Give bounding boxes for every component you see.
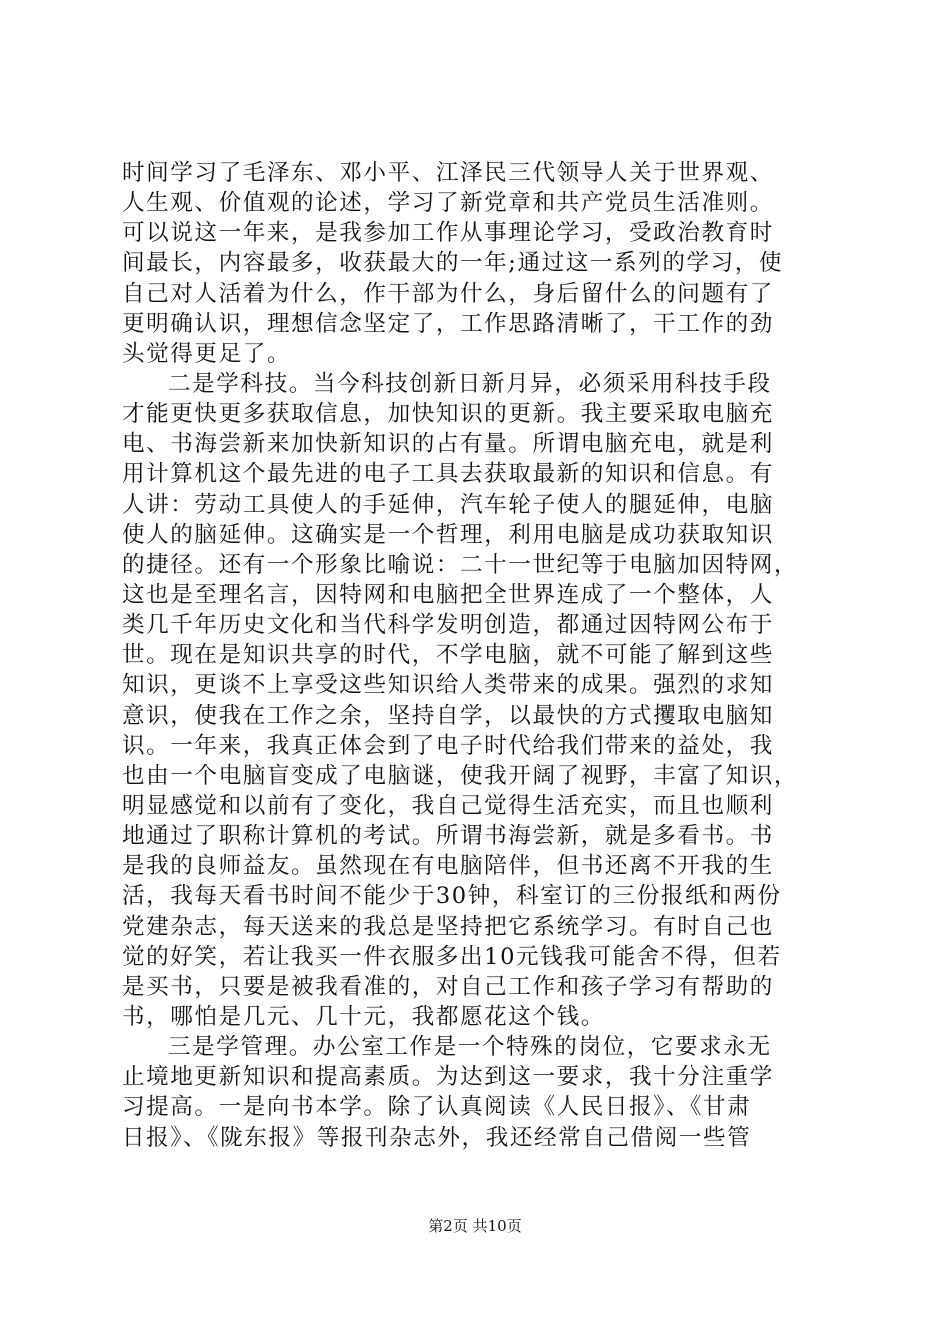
text-line: 使人的脑延伸。这确实是一个哲理，利用电脑是成功获取知识	[122, 521, 774, 548]
text-line: 也由一个电脑盲变成了电脑谜，使我开阔了视野，丰富了知识，	[122, 762, 799, 789]
text-line: 的捷径。还有一个形象比喻说：二十一世纪等于电脑加因特网，	[122, 551, 799, 578]
text-line: 二是学科技。当今科技创新日新月异，必须采用科技手段	[168, 370, 772, 397]
text-line: 类几千年历史文化和当代科学发明创造，都通过因特网公布于	[122, 612, 774, 639]
text-line: 电、书海尝新来加快新知识的占有量。所谓电脑充电，就是利	[122, 431, 774, 458]
text-line: 明显感觉和以前有了变化，我自己觉得生活充实，而且也顺利	[122, 792, 774, 819]
page-footer	[0, 1216, 950, 1236]
text-line: 才能更快更多获取信息，加快知识的更新。我主要采取电脑充	[122, 401, 774, 428]
text-line: 书，哪怕是几元、几十元，我都愿花这个钱。	[122, 1003, 605, 1030]
text-line: 觉的好笑，若让我买一件衣服多出10元钱我可能舍不得，但若	[122, 943, 782, 970]
text-line: 人讲：劳动工具使人的手延伸，汽车轮子使人的腿延伸，电脑	[122, 491, 774, 518]
text-line: 自己对人活着为什么，作干部为什么，身后留什么的问题有了	[122, 280, 774, 307]
text-line: 人生观、价值观的论述，学习了新党章和共产党员生活准则。	[122, 190, 774, 217]
text-line: 识。一年来，我真正体会到了电子时代给我们带来的益处，我	[122, 732, 774, 759]
paragraph	[122, 158, 837, 369]
text-line: 可以说这一年来，是我参加工作从事理论学习，受政治教育时	[122, 220, 774, 247]
text-line: 党建杂志，每天送来的我总是坚持把它系统学习。有时自己也	[122, 913, 774, 940]
text-line: 三是学管理。办公室工作是一个特殊的岗位，它要求永无	[168, 1034, 772, 1061]
text-line: 是我的良师益友。虽然现在有电脑陪伴，但书还离不开我的生	[122, 853, 774, 880]
text-line: 时间学习了毛泽东、邓小平、江泽民三代领导人关于世界观、	[122, 160, 774, 186]
paragraph	[122, 1032, 837, 1153]
text-line: 止境地更新知识和提高素质。为达到这一要求，我十分注重学	[122, 1064, 774, 1091]
text-line: 习提高。一是向书本学。除了认真阅读《人民日报》、《甘肃	[122, 1094, 752, 1121]
text-line: 地通过了职称计算机的考试。所谓书海尝新，就是多看书。书	[122, 823, 774, 850]
text-line: 用计算机这个最先进的电子工具去获取最新的知识和信息。有	[122, 461, 774, 488]
text-line: 间最长，内容最多，收获最大的一年;通过这一系列的学习，使	[122, 250, 784, 277]
text-line: 更明确认识，理想信念坚定了，工作思路清晰了，干工作的劲	[122, 310, 774, 337]
text-line: 活，我每天看书时间不能少于30钟，科室订的三份报纸和两份	[122, 883, 782, 910]
document-body	[122, 158, 837, 1153]
text-line: 头觉得更足了。	[122, 340, 292, 367]
text-line: 日报》、《陇东报》等报刊杂志外，我还经常自己借阅一些管	[122, 1124, 752, 1151]
page-number-label: 第2页 共10页	[428, 1217, 522, 1235]
text-line: 世。现在是知识共享的时代，不学电脑，就不可能了解到这些	[122, 642, 774, 669]
paragraph	[122, 369, 837, 1032]
text-line: 意识，使我在工作之余，坚持自学，以最快的方式攫取电脑知	[122, 702, 774, 729]
text-line: 是买书，只要是被我看准的，对自己工作和孩子学习有帮助的	[122, 973, 774, 1000]
text-line: 这也是至理名言，因特网和电脑把全世界连成了一个整体，人	[122, 581, 774, 608]
text-line: 知识，更谈不上享受这些知识给人类带来的成果。强烈的求知	[122, 672, 774, 699]
